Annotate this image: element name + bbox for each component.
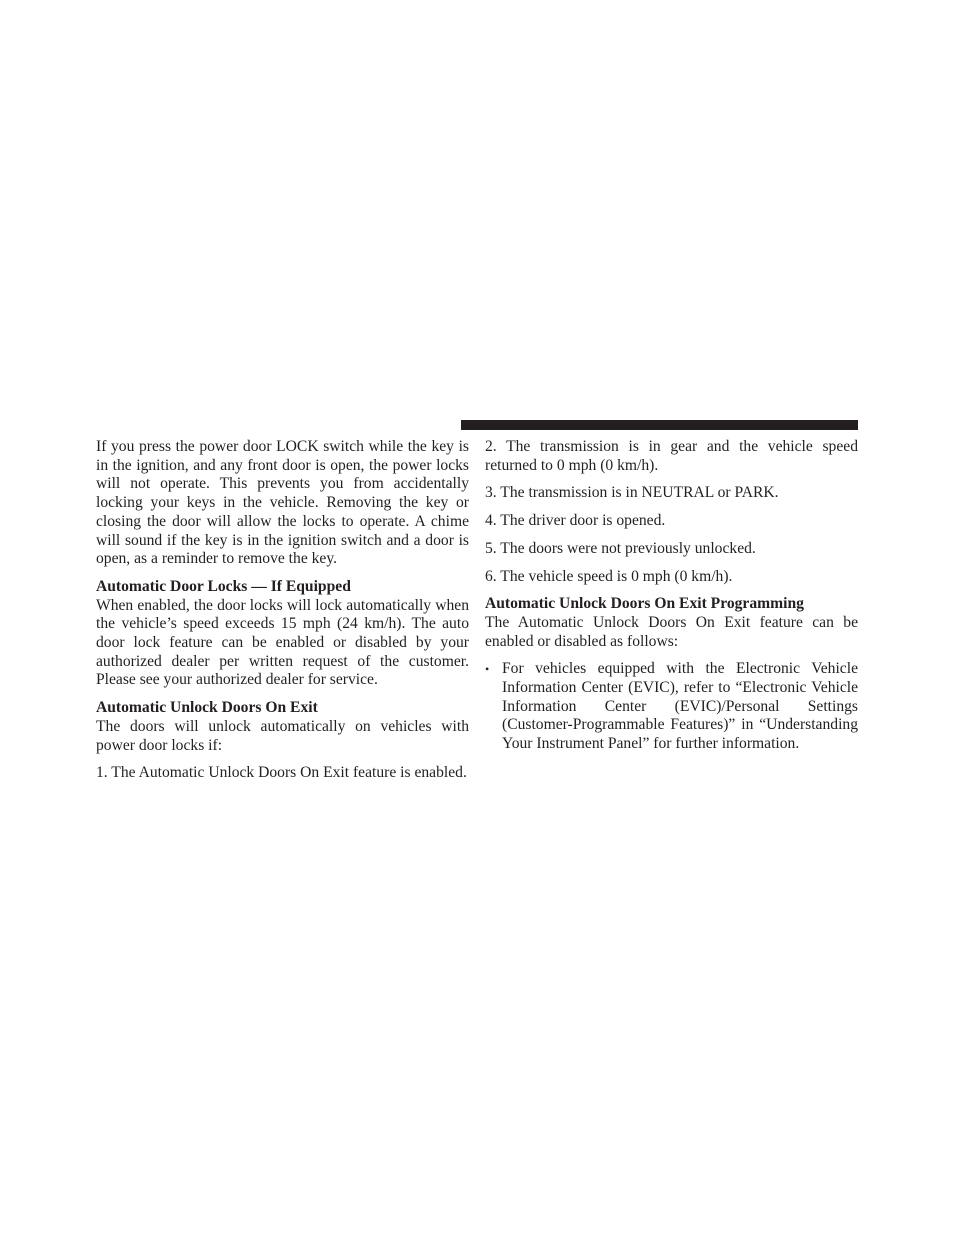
right-column bbox=[485, 438, 858, 754]
condition-item-4: 4. The driver door is opened. bbox=[485, 512, 666, 530]
key-in-ignition-paragraph: If you press the power door LOCK switch while the key is in the ignition, and any front door is open, the power locks will not operate. This prevents you from accidentally locking your keys in the vehicle. Removing the key or closing the door will allow the locks to operate. A chime will sound if the key is in the ignition switch and a door is open, as a reminder to remove the key. bbox=[96, 438, 469, 568]
evic-bullet-text: For vehicles equipped with the Electronic Vehicle Information Center (EVIC), refer to “Electronic Vehicle Information Center (EVIC)/Personal Settings (Customer-Programmable Features)” in “Understanding Your Instrument Panel” for further information. bbox=[502, 660, 858, 753]
bullet-icon: • bbox=[485, 662, 490, 677]
automatic-door-locks-heading: Automatic Door Locks — If Equipped bbox=[96, 577, 351, 595]
condition-item-1: 1. The Automatic Unlock Doors On Exit feature is enabled. bbox=[96, 764, 467, 782]
left-column bbox=[96, 438, 469, 783]
programming-heading: Automatic Unlock Doors On Exit Programming bbox=[485, 595, 804, 613]
condition-item-3: 3. The transmission is in NEUTRAL or PARK. bbox=[485, 484, 779, 502]
header-rule bbox=[461, 420, 858, 430]
unlock-on-exit-heading: Automatic Unlock Doors On Exit bbox=[96, 699, 318, 717]
condition-item-2: 2. The transmission is in gear and the vehicle speed returned to 0 mph (0 km/h). bbox=[485, 438, 858, 474]
evic-bullet-item bbox=[485, 660, 858, 754]
programming-paragraph: The Automatic Unlock Doors On Exit feature can be enabled or disabled as follows: bbox=[485, 613, 858, 650]
unlock-on-exit-paragraph: The doors will unlock automatically on vehicles with power door locks if: bbox=[96, 717, 469, 754]
automatic-door-locks-paragraph: When enabled, the door locks will lock automatically when the vehicle’s speed exceeds 15 mph (24 km/h). The auto door lock feature can be enabled or disabled by your authorized dealer per written request of the customer. Please see your authorized dealer for service. bbox=[96, 596, 469, 689]
condition-item-5: 5. The doors were not previously unlocked. bbox=[485, 539, 756, 557]
condition-item-6: 6. The vehicle speed is 0 mph (0 km/h). bbox=[485, 567, 733, 585]
